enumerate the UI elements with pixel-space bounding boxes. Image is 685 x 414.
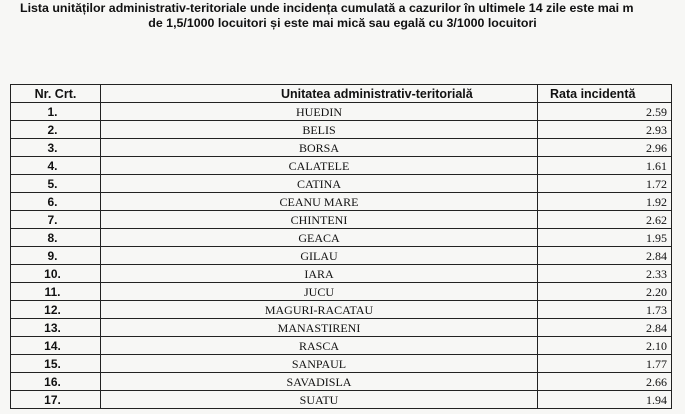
table-row bbox=[11, 157, 672, 175]
row-unit-name: CHINTENI bbox=[101, 211, 538, 229]
row-number: 13. bbox=[11, 319, 101, 337]
row-unit-name: CATINA bbox=[101, 175, 538, 193]
row-rate: 2.10 bbox=[538, 337, 672, 355]
row-rate: 1.92 bbox=[538, 193, 672, 211]
row-number: 14. bbox=[11, 337, 101, 355]
row-rate: 1.94 bbox=[538, 391, 672, 409]
table-row bbox=[11, 319, 672, 337]
row-number: 6. bbox=[11, 193, 101, 211]
row-unit-name: SANPAUL bbox=[101, 355, 538, 373]
row-number: 5. bbox=[11, 175, 101, 193]
table-row bbox=[11, 337, 672, 355]
title-line-1: Lista unităților administrativ-teritoriale unde incidența cumulată a cazurilor în ultimele 14 zile este mai m bbox=[20, 1, 634, 15]
table-row bbox=[11, 283, 672, 301]
row-number: 3. bbox=[11, 139, 101, 157]
row-unit-name: MAGURI-RACATAU bbox=[101, 301, 538, 319]
row-number: 9. bbox=[11, 247, 101, 265]
row-number: 1. bbox=[11, 103, 101, 121]
row-unit-name: GILAU bbox=[101, 247, 538, 265]
row-rate: 2.66 bbox=[538, 373, 672, 391]
row-unit-name: IARA bbox=[101, 265, 538, 283]
table-row bbox=[11, 265, 672, 283]
row-number: 8. bbox=[11, 229, 101, 247]
row-unit-name: RASCA bbox=[101, 337, 538, 355]
table-row bbox=[11, 103, 672, 121]
document-title bbox=[0, 0, 685, 31]
row-rate: 1.73 bbox=[538, 301, 672, 319]
header-nr-crt: Nr. Crt. bbox=[11, 85, 101, 103]
row-number: 12. bbox=[11, 301, 101, 319]
row-number: 15. bbox=[11, 355, 101, 373]
row-unit-name: HUEDIN bbox=[101, 103, 538, 121]
row-number: 17. bbox=[11, 391, 101, 409]
row-unit-name: CALATELE bbox=[101, 157, 538, 175]
row-unit-name: BELIS bbox=[101, 121, 538, 139]
row-number: 4. bbox=[11, 157, 101, 175]
table-row bbox=[11, 391, 672, 409]
row-rate: 2.59 bbox=[538, 103, 672, 121]
row-unit-name: SUATU bbox=[101, 391, 538, 409]
table-row bbox=[11, 247, 672, 265]
row-unit-name: CEANU MARE bbox=[101, 193, 538, 211]
table-row bbox=[11, 175, 672, 193]
header-rate: Rata incidentă bbox=[538, 85, 672, 103]
table-row bbox=[11, 139, 672, 157]
table-row bbox=[11, 355, 672, 373]
row-rate: 2.93 bbox=[538, 121, 672, 139]
row-unit-name: GEACA bbox=[101, 229, 538, 247]
row-rate: 2.33 bbox=[538, 265, 672, 283]
row-rate: 2.96 bbox=[538, 139, 672, 157]
table-header-row bbox=[11, 85, 672, 103]
row-unit-name: JUCU bbox=[101, 283, 538, 301]
row-unit-name: BORSA bbox=[101, 139, 538, 157]
table-row bbox=[11, 193, 672, 211]
row-number: 10. bbox=[11, 265, 101, 283]
row-rate: 2.62 bbox=[538, 211, 672, 229]
row-rate: 1.95 bbox=[538, 229, 672, 247]
title-line-2: de 1,5/1000 locuitori și este mai mică sau egală cu 3/1000 locuitori bbox=[148, 16, 537, 30]
row-unit-name: SAVADISLA bbox=[101, 373, 538, 391]
row-number: 7. bbox=[11, 211, 101, 229]
row-rate: 1.77 bbox=[538, 355, 672, 373]
incidence-table bbox=[10, 84, 672, 409]
row-unit-name: MANASTIRENI bbox=[101, 319, 538, 337]
table-row bbox=[11, 373, 672, 391]
row-rate: 2.84 bbox=[538, 247, 672, 265]
header-unit: Unitatea administrativ-teritorială bbox=[101, 85, 538, 103]
table-row bbox=[11, 301, 672, 319]
row-rate: 2.20 bbox=[538, 283, 672, 301]
row-number: 11. bbox=[11, 283, 101, 301]
row-rate: 1.61 bbox=[538, 157, 672, 175]
row-rate: 2.84 bbox=[538, 319, 672, 337]
table-row bbox=[11, 121, 672, 139]
table-row bbox=[11, 211, 672, 229]
row-number: 16. bbox=[11, 373, 101, 391]
table-row bbox=[11, 229, 672, 247]
row-number: 2. bbox=[11, 121, 101, 139]
row-rate: 1.72 bbox=[538, 175, 672, 193]
